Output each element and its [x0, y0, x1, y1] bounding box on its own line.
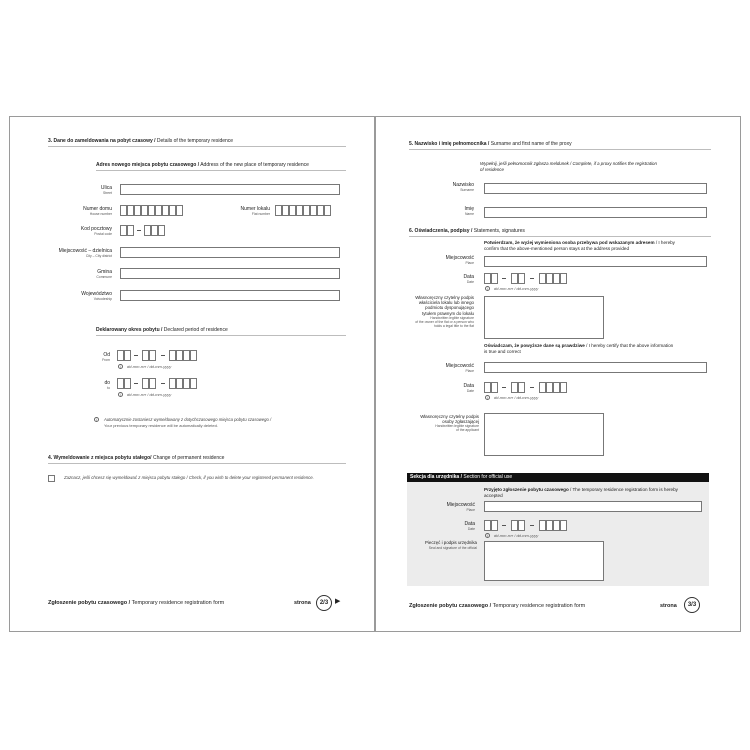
proxy-surname-label: Nazwisko Surname [452, 182, 474, 192]
place-input-1[interactable] [484, 256, 707, 267]
divider [409, 149, 711, 150]
commune-label: Gmina Commune [96, 269, 112, 279]
footer-form-title: Zgłoszenie pobytu czasowego / Temporary residence registration form [409, 603, 586, 609]
form-page-3 [375, 116, 741, 632]
date-label: Data Date [463, 383, 474, 393]
section-6-title: 6. Oświadczenia, podpisy / Statements, signatures [409, 228, 525, 234]
proxy-surname-input[interactable] [484, 183, 707, 194]
form-page-2 [9, 116, 375, 632]
period-heading: Deklarowany okres pobytu / Declared period of residence [96, 327, 228, 333]
applicant-signature-label: Własnoręczny czytelny podpis osoby zgłaszającej Handwritten legible signature of the applicant [420, 414, 479, 433]
house-number-label: Numer domu House number [83, 206, 112, 216]
date-format-hint: dd-mm-rrrr / dd-mm-yyyy [127, 392, 172, 397]
page-label: strona [660, 603, 677, 609]
info-icon: i [94, 417, 99, 422]
proxy-name-label: Imię Name [464, 206, 474, 216]
divider [48, 463, 346, 464]
official-use-section [407, 473, 709, 586]
owner-signature-label: Własnoręczny czytelny podpis właściciela lokalu lub innego podmiotu dysponującego tytułem prawnym do lokalu Handwritten legible signature of the owner of the flat or a person who holds a legal title to the flat [415, 295, 474, 328]
official-stamp-area[interactable] [484, 541, 604, 581]
place-label: Miejscowość Place [445, 363, 474, 373]
official-place-input[interactable] [484, 501, 702, 512]
confirmation-statement-en: confirm that the above-mentioned person stays at the address provided [484, 246, 630, 251]
section-4-title: 4. Wymeldowanie z miejsca pobytu stałego/ Change of permanent residence [48, 455, 225, 461]
divider [48, 146, 346, 147]
date-format-hint: dd-mm-rrrr / dd-mm-yyyy [127, 364, 172, 369]
proxy-note: Wypełnij, jeśli pełnomocnik zgłasza meldunek / Complete, if a proxy notifies the registration [480, 161, 657, 166]
proxy-note-cont: of residence [480, 167, 504, 172]
deregister-permanent-checkbox[interactable] [48, 475, 55, 482]
divider [96, 170, 346, 171]
accepted-statement-en: accepted [484, 493, 503, 498]
info-icon: i [485, 286, 490, 291]
deregister-permanent-label: Zaznacz, jeśli chcesz się wymeldować z miejsca pobytu stałego / Check, if you wish to delete your registered permanent residence. [64, 475, 314, 480]
place-label: Miejscowość Place [445, 255, 474, 265]
voivodeship-label: Województwo Voivodeship [81, 291, 112, 301]
accepted-statement: Przyjęto zgłoszenie pobytu czasowego / The temporary residence registration form is hereby [484, 487, 678, 492]
place-label: Miejscowość Place [446, 502, 475, 512]
official-use-header: Sekcja dla urzędnika / Section for official use [407, 473, 709, 482]
auto-deregistration-note: Automatycznie zostaniesz wymeldowany z dotychczasowego miejsca pobytu czasowego / [104, 417, 272, 422]
date-format-hint: dd-mm-rrrr / dd-mm-yyyy [494, 395, 539, 400]
info-icon: i [485, 395, 490, 400]
date-format-hint: dd-mm-rrrr / dd-mm-yyyy [494, 286, 539, 291]
city-label: Miejscowość – dzielnica City – City district [58, 248, 112, 258]
info-icon: i [118, 364, 123, 369]
date-label: Data Date [463, 274, 474, 284]
proxy-name-input[interactable] [484, 207, 707, 218]
section-5-title: 5. Nazwisko i imię pełnomocnika / Surname and first name of the proxy [409, 141, 572, 147]
confirmation-statement: Potwierdzam, że wyżej wymieniona osoba przebywa pod wskazanym adresem / I hereby [484, 240, 675, 245]
divider [409, 236, 711, 237]
section-3-title: 3. Dane do zameldowania na pobyt czasowy / Details of the temporary residence [48, 138, 234, 144]
page-label: strona [294, 600, 311, 606]
footer-form-title: Zgłoszenie pobytu czasowego / Temporary residence registration form [48, 600, 225, 606]
place-input-2[interactable] [484, 362, 707, 373]
address-heading: Adres nowego miejsca pobytu czasowego / Address of the new place of temporary residence [96, 162, 309, 168]
info-icon: i [118, 392, 123, 397]
declaration-statement: Oświadczam, że powyższe dane są prawdziwe / I hereby certify that the above information [484, 343, 674, 348]
page-number: 2/3 [316, 595, 332, 611]
divider [96, 335, 346, 336]
owner-signature-area[interactable] [484, 296, 604, 339]
declaration-statement-en: is true and correct [484, 349, 521, 354]
voivodeship-input[interactable] [120, 290, 340, 301]
street-label: Ulica Street [100, 185, 112, 195]
to-label: do to [104, 380, 110, 390]
page-number: 3/3 [684, 597, 700, 613]
info-icon: i [485, 533, 490, 538]
next-page-arrow-icon[interactable]: ▶ [335, 598, 341, 605]
street-input[interactable] [120, 184, 340, 195]
from-label: Od From [102, 352, 110, 362]
date-format-hint: dd-mm-rrrr / dd-mm-yyyy [494, 533, 539, 538]
city-input[interactable] [120, 247, 340, 258]
commune-input[interactable] [120, 268, 340, 279]
flat-number-label: Numer lokalu Flat number [240, 206, 270, 216]
stamp-label: Pieczęć i podpis urzędnika Seal and signature of the official [425, 540, 477, 550]
postal-code-label: Kod pocztowy Postal code [80, 226, 112, 236]
date-label: Data Date [464, 521, 475, 531]
applicant-signature-area[interactable] [484, 413, 604, 456]
auto-deregistration-note-en: Your previous temporary residence will be automatically deleted. [104, 423, 218, 428]
